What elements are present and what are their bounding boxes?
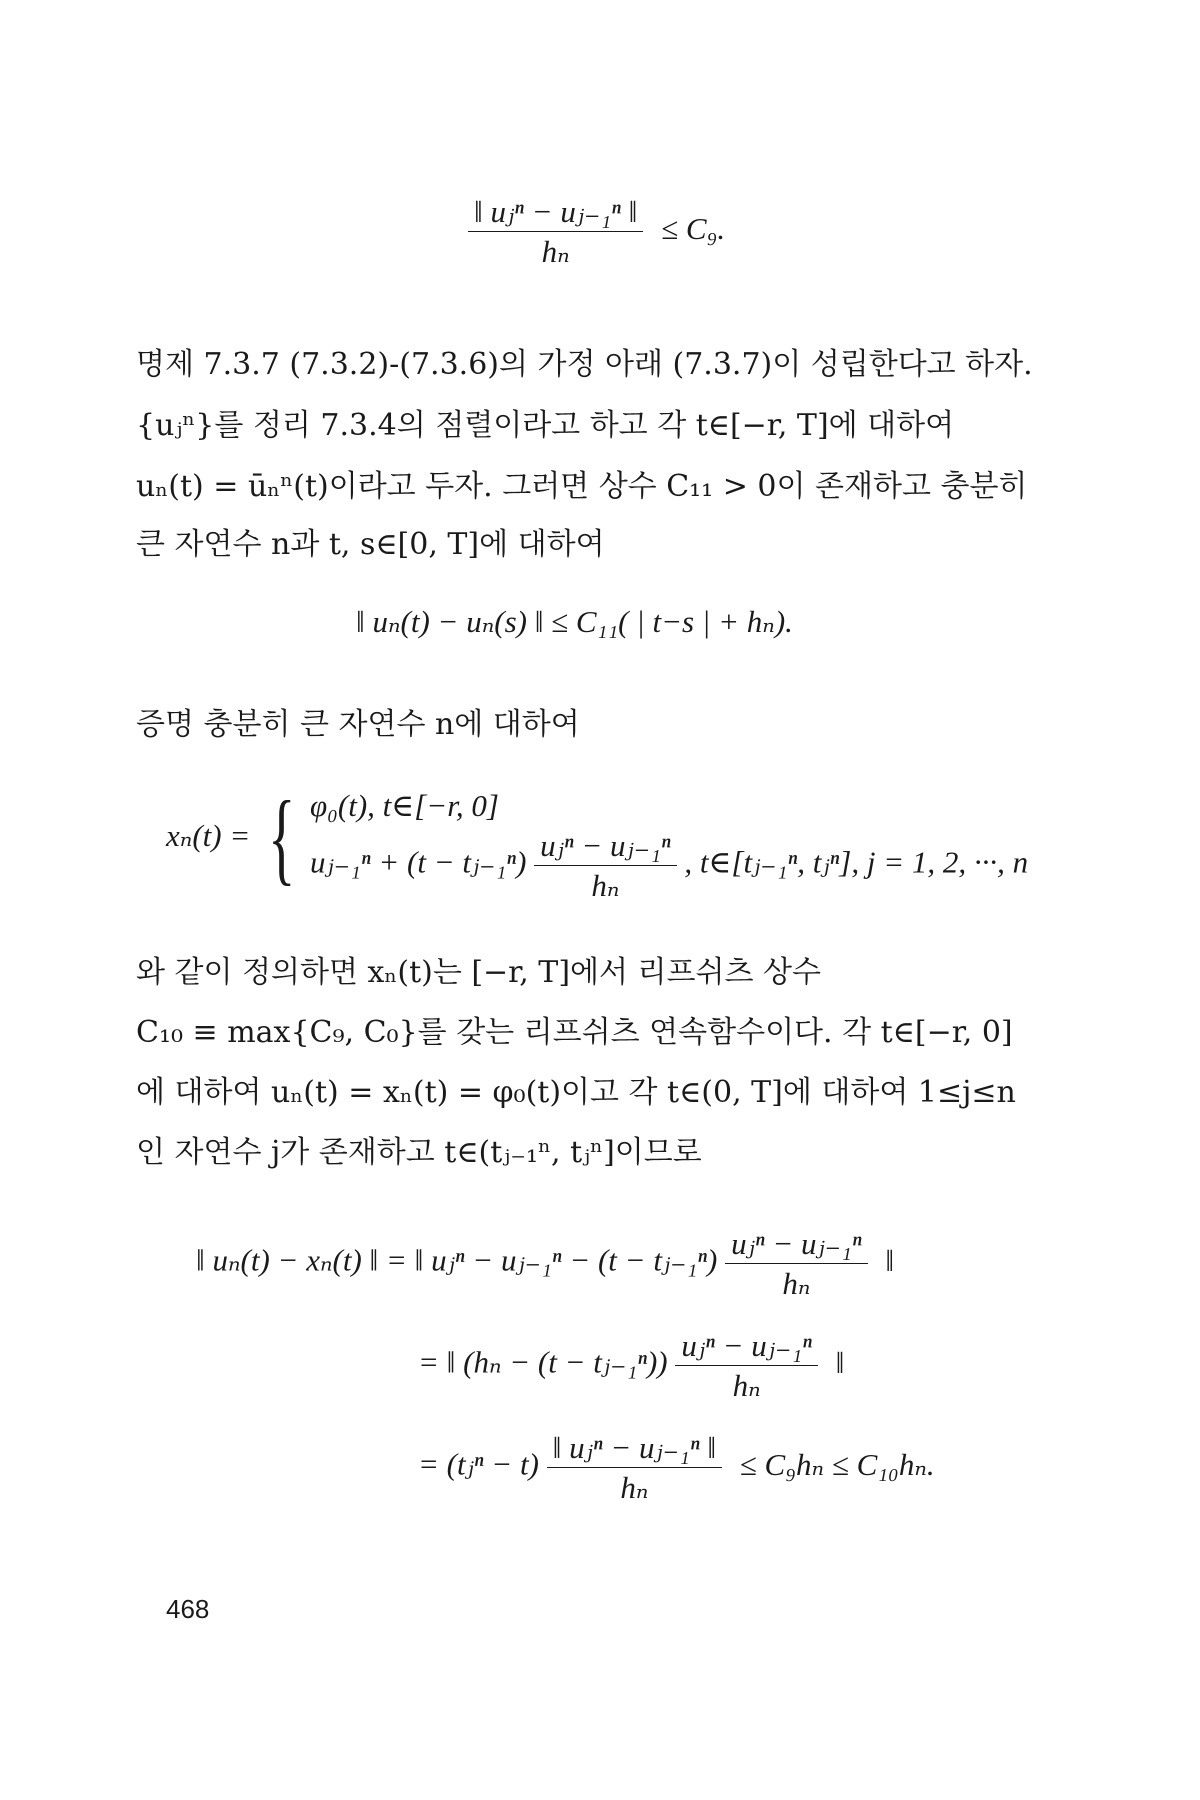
aligned-equation-1-lhs: ‖ uₙ(t) − xₙ(t) ‖ = ‖ uⱼⁿ − uⱼ₋₁ⁿ − (t − tⱼ₋₁ⁿ) bbox=[196, 1242, 718, 1278]
xn-case-2-numerator: uⱼⁿ − uⱼ₋₁ⁿ bbox=[534, 830, 676, 866]
aligned-equation-1-fraction bbox=[725, 1228, 867, 1299]
xn-definition-lhs: xₙ(t) = bbox=[166, 818, 251, 853]
cases-brace: { bbox=[268, 780, 296, 895]
proof-line-1: 증명 충분히 큰 자연수 n에 대하여 bbox=[136, 707, 580, 742]
aligned-equation-1-post: ‖ bbox=[885, 1242, 895, 1278]
proposition-equation: ‖ uₙ(t) − uₙ(s) ‖ ≤ C₁₁( | t−s | + hₙ). bbox=[356, 604, 793, 639]
aligned-equation-3 bbox=[418, 1432, 935, 1503]
aligned-equation-1-denominator: hₙ bbox=[782, 1266, 811, 1301]
aligned-equation-2-fraction bbox=[675, 1330, 817, 1401]
xn-case-2-fraction bbox=[534, 830, 676, 901]
proposition-line-2: {uⱼⁿ}를 정리 7.3.4의 점렬이라고 하고 각 t∈[−r, T]에 대하여 bbox=[136, 408, 955, 443]
xn-case-2-pre: uⱼ₋₁ⁿ + (t − tⱼ₋₁ⁿ) bbox=[310, 844, 527, 880]
aligned-equation-3-post: ≤ C₉hₙ ≤ C₁₀hₙ. bbox=[739, 1446, 935, 1482]
proposition-line-4: 큰 자연수 n과 t, s∈[0, T]에 대하여 bbox=[136, 527, 605, 562]
aligned-equation-1 bbox=[196, 1228, 894, 1299]
aligned-equation-2-denominator: hₙ bbox=[732, 1368, 761, 1403]
xn-case-2 bbox=[310, 830, 1028, 901]
proof-line-3: C₁₀ ≡ max{C₉, C₀}를 갖는 리프쉬츠 연속함수이다. 각 t∈[−r, 0] bbox=[136, 1015, 1013, 1050]
aligned-equation-3-denominator: hₙ bbox=[620, 1470, 649, 1505]
top-inequality bbox=[468, 196, 725, 267]
proof-line-5: 인 자연수 j가 존재하고 t∈(tⱼ₋₁ⁿ, tⱼⁿ]이므로 bbox=[136, 1135, 702, 1170]
aligned-equation-2-numerator: uⱼⁿ − uⱼ₋₁ⁿ bbox=[675, 1330, 817, 1366]
xn-case-2-denominator: hₙ bbox=[591, 868, 620, 903]
top-fraction-numerator: ‖ uⱼⁿ − uⱼ₋₁ⁿ ‖ bbox=[468, 196, 643, 232]
top-inequality-rhs: ≤ C₉. bbox=[661, 210, 726, 246]
top-fraction-denominator: hₙ bbox=[541, 234, 570, 269]
page-number: 468 bbox=[166, 1594, 210, 1624]
xn-case-1: φ₀(t), t∈[−r, 0] bbox=[310, 788, 499, 823]
aligned-equation-3-lhs: = (tⱼⁿ − t) bbox=[418, 1446, 539, 1482]
aligned-equation-3-numerator: ‖ uⱼⁿ − uⱼ₋₁ⁿ ‖ bbox=[547, 1432, 722, 1468]
proposition-line-3: uₙ(t) = ūₙⁿ(t)이라고 두자. 그러면 상수 C₁₁ > 0이 존재하고 충분히 bbox=[136, 469, 1028, 504]
proposition-line-1: 명제 7.3.7 (7.3.2)-(7.3.6)의 가정 아래 (7.3.7)이 성립한다고 하자. bbox=[136, 347, 1033, 382]
xn-case-2-post: , t∈[tⱼ₋₁ⁿ, tⱼⁿ], j = 1, 2, ···, n bbox=[684, 844, 1029, 880]
top-fraction bbox=[468, 196, 643, 267]
aligned-equation-2-post: ‖ bbox=[835, 1344, 845, 1380]
aligned-equation-3-fraction bbox=[547, 1432, 722, 1503]
aligned-equation-2 bbox=[418, 1330, 844, 1401]
proof-line-4: 에 대하여 uₙ(t) = xₙ(t) = φ₀(t)이고 각 t∈(0, T]에 대하여 1≤j≤n bbox=[136, 1075, 1016, 1110]
aligned-equation-1-numerator: uⱼⁿ − uⱼ₋₁ⁿ bbox=[725, 1228, 867, 1264]
proof-line-2: 와 같이 정의하면 xₙ(t)는 [−r, T]에서 리프쉬츠 상수 bbox=[136, 955, 821, 990]
aligned-equation-2-lhs: = ‖ (hₙ − (t − tⱼ₋₁ⁿ)) bbox=[418, 1344, 668, 1380]
